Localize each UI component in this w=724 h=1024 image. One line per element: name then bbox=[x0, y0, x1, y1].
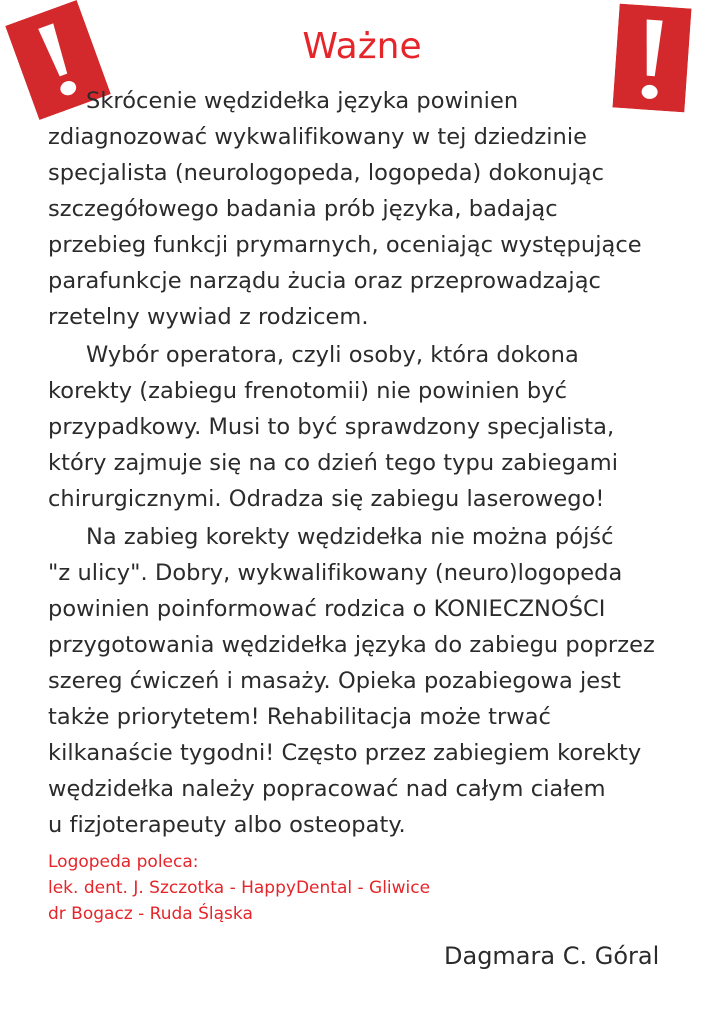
text-line: powinien poinformować rodzica o KONIECZNOŚCI bbox=[48, 596, 606, 622]
text-line: chirurgicznymi. Odradza się zabiegu laserowego! bbox=[48, 486, 605, 512]
text-line: korekty (zabiegu frenotomii) nie powinien być bbox=[48, 378, 568, 404]
text-line: który zajmuje się na co dzień tego typu zabiegami bbox=[48, 450, 619, 476]
text-line: u fizjoterapeuty albo osteopaty. bbox=[48, 812, 406, 838]
text-line: przypadkowy. Musi to być sprawdzony specjalista, bbox=[48, 414, 615, 440]
text-line: przebieg funkcji prymarnych, oceniając występujące bbox=[48, 232, 642, 258]
recommendation-item: dr Bogacz - Ruda Śląska bbox=[48, 904, 253, 924]
text-line: przygotowania wędzidełka języka do zabiegu poprzez bbox=[48, 632, 655, 658]
text-line: specjalista (neurologopeda, logopeda) dokonując bbox=[48, 160, 604, 186]
author-signature: Dagmara C. Góral bbox=[444, 942, 660, 970]
text-line: wędzidełka należy popracować nad całym ciałem bbox=[48, 776, 606, 802]
text-line: Wybór operatora, czyli osoby, która dokona bbox=[86, 342, 579, 368]
text-line: także priorytetem! Rehabilitacja może trwać bbox=[48, 704, 551, 730]
text-line: szczegółowego badania prób języka, badając bbox=[48, 196, 558, 222]
text-line: "z ulicy". Dobry, wykwalifikowany (neuro)logopeda bbox=[48, 560, 623, 586]
text-line: Skrócenie wędzidełka języka powinien bbox=[86, 88, 519, 114]
page-title: Ważne bbox=[302, 26, 422, 67]
recommendation-heading: Logopeda poleca: bbox=[48, 852, 199, 872]
recommendation-item: lek. dent. J. Szczotka - HappyDental - Gliwice bbox=[48, 878, 431, 898]
text-line: kilkanaście tygodni! Często przez zabiegiem korekty bbox=[48, 740, 642, 766]
text-line: zdiagnozować wykwalifikowany w tej dziedzinie bbox=[48, 124, 588, 150]
text-line: parafunkcje narządu żucia oraz przeprowadzając bbox=[48, 268, 601, 294]
text-line: rzetelny wywiad z rodzicem. bbox=[48, 304, 369, 330]
text-line: szereg ćwiczeń i masaży. Opieka pozabiegowa jest bbox=[48, 668, 621, 694]
text-line: Na zabieg korekty wędzidełka nie można pójść bbox=[86, 524, 614, 550]
